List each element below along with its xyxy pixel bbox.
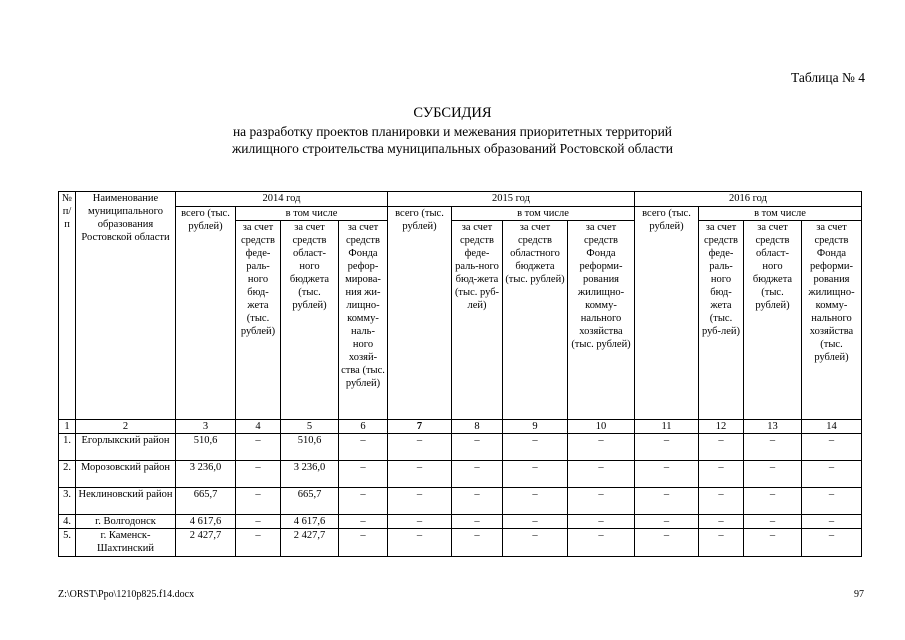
table-number-label: Таблица № 4 bbox=[791, 70, 865, 85]
header-row-subgroups bbox=[59, 207, 862, 221]
cell-total14: 4 617,6 bbox=[176, 515, 236, 529]
cell-total15: – bbox=[388, 434, 452, 461]
header-in-total-2015: в том числе bbox=[452, 207, 635, 221]
cell-fund14: – bbox=[339, 461, 388, 488]
cell-total15: – bbox=[388, 515, 452, 529]
header-year-2015: 2015 год bbox=[388, 192, 635, 207]
row-number: 3. bbox=[59, 488, 76, 515]
table-row bbox=[59, 529, 862, 557]
header-fund-2015: за счет средств Фонда реформи-рования жилищно-комму-нального хозяйства (тыс. рублей) bbox=[568, 221, 635, 420]
col-number: 8 bbox=[452, 420, 503, 434]
col-number: 6 bbox=[339, 420, 388, 434]
municipality-name: Морозовский район bbox=[76, 461, 176, 488]
cell-reg16: – bbox=[744, 488, 802, 515]
cell-fed16: – bbox=[699, 461, 744, 488]
header-total-2014: всего (тыс. рублей) bbox=[176, 207, 236, 420]
cell-fed15: – bbox=[452, 461, 503, 488]
cell-reg14: 510,6 bbox=[281, 434, 339, 461]
document-subtitle-line-1: на разработку проектов планировки и межевания приоритетных территорий bbox=[232, 124, 673, 139]
cell-fed14: – bbox=[236, 461, 281, 488]
cell-reg14: 3 236,0 bbox=[281, 461, 339, 488]
cell-fed15: – bbox=[452, 488, 503, 515]
col-number: 11 bbox=[635, 420, 699, 434]
document-title: СУБСИДИЯ bbox=[413, 105, 492, 121]
cell-reg15: – bbox=[503, 515, 568, 529]
cell-total14: 510,6 bbox=[176, 434, 236, 461]
cell-reg16: – bbox=[744, 461, 802, 488]
cell-fund14: – bbox=[339, 529, 388, 557]
cell-fed14: – bbox=[236, 529, 281, 557]
col-number: 5 bbox=[281, 420, 339, 434]
col-number: 4 bbox=[236, 420, 281, 434]
cell-fund14: – bbox=[339, 488, 388, 515]
municipality-name: Егорлыкский район bbox=[76, 434, 176, 461]
cell-total16: – bbox=[635, 488, 699, 515]
col-number: 3 bbox=[176, 420, 236, 434]
table-row bbox=[59, 434, 862, 461]
header-reg-2015: за счет средств областного бюджета (тыс. рублей) bbox=[503, 221, 568, 420]
cell-fund14: – bbox=[339, 434, 388, 461]
cell-fed16: – bbox=[699, 488, 744, 515]
cell-fund15: – bbox=[568, 515, 635, 529]
cell-total16: – bbox=[635, 461, 699, 488]
header-name: Наименование муниципального образования Ростовской области bbox=[76, 192, 176, 420]
table-body bbox=[59, 434, 862, 557]
col-number: 7 bbox=[388, 420, 452, 434]
header-fed-2014: за счет средств феде-раль-ного бюд-жета (тыс. рублей) bbox=[236, 221, 281, 420]
cell-total14: 2 427,7 bbox=[176, 529, 236, 557]
municipality-name: г. Волгодонск bbox=[76, 515, 176, 529]
header-fund-2016: за счет средств Фонда реформи-рования жилищно-комму-нального хозяйства (тыс. рублей) bbox=[802, 221, 862, 420]
header-total-2016: всего (тыс. рублей) bbox=[635, 207, 699, 420]
header-fund-2014: за счет средств Фонда рефор-мирова-ния жи-лищно-комму-наль-ного хозяй-ства (тыс. рублей) bbox=[339, 221, 388, 420]
cell-total14: 665,7 bbox=[176, 488, 236, 515]
header-no: № п/п bbox=[59, 192, 76, 420]
cell-fund16: – bbox=[802, 434, 862, 461]
subsidy-table bbox=[58, 191, 862, 557]
cell-fund15: – bbox=[568, 529, 635, 557]
cell-reg14: 2 427,7 bbox=[281, 529, 339, 557]
row-number: 2. bbox=[59, 461, 76, 488]
cell-reg15: – bbox=[503, 529, 568, 557]
cell-reg15: – bbox=[503, 461, 568, 488]
municipality-name: г. Каменск-Шахтинский bbox=[76, 529, 176, 557]
row-number: 4. bbox=[59, 515, 76, 529]
cell-total15: – bbox=[388, 529, 452, 557]
cell-fund16: – bbox=[802, 488, 862, 515]
cell-fed15: – bbox=[452, 434, 503, 461]
cell-reg14: 4 617,6 bbox=[281, 515, 339, 529]
row-number: 1. bbox=[59, 434, 76, 461]
cell-reg15: – bbox=[503, 434, 568, 461]
header-reg-2016: за счет средств област-ного бюджета (тыс. рублей) bbox=[744, 221, 802, 420]
cell-fed16: – bbox=[699, 515, 744, 529]
cell-total16: – bbox=[635, 515, 699, 529]
header-in-total-2016: в том числе bbox=[699, 207, 862, 221]
footer-file-path: Z:\ORST\Ppo\1210p825.f14.docx bbox=[58, 589, 195, 600]
col-number: 9 bbox=[503, 420, 568, 434]
header-fed-2015: за счет средств феде-раль-ного бюд-жета (тыс. руб-лей) bbox=[452, 221, 503, 420]
col-number: 1 bbox=[59, 420, 76, 434]
header-row-years bbox=[59, 192, 862, 207]
header-year-2014: 2014 год bbox=[176, 192, 388, 207]
header-total-2015: всего (тыс. рублей) bbox=[388, 207, 452, 420]
cell-reg16: – bbox=[744, 529, 802, 557]
cell-total16: – bbox=[635, 529, 699, 557]
cell-fed14: – bbox=[236, 488, 281, 515]
document-subtitle-line-2: жилищного строительства муниципальных образований Ростовской области bbox=[231, 141, 674, 156]
col-number: 13 bbox=[744, 420, 802, 434]
cell-total14: 3 236,0 bbox=[176, 461, 236, 488]
cell-fed15: – bbox=[452, 515, 503, 529]
header-reg-2014: за счет средств област-ного бюджета (тыс. рублей) bbox=[281, 221, 339, 420]
cell-reg16: – bbox=[744, 515, 802, 529]
cell-fund16: – bbox=[802, 515, 862, 529]
cell-reg14: 665,7 bbox=[281, 488, 339, 515]
col-number: 12 bbox=[699, 420, 744, 434]
cell-fed14: – bbox=[236, 515, 281, 529]
cell-reg15: – bbox=[503, 488, 568, 515]
cell-reg16: – bbox=[744, 434, 802, 461]
cell-fund15: – bbox=[568, 461, 635, 488]
cell-fed14: – bbox=[236, 434, 281, 461]
footer-page-number: 97 bbox=[854, 589, 864, 600]
header-fed-2016: за счет средств феде-раль-ного бюд-жета (тыс. руб-лей) bbox=[699, 221, 744, 420]
table-row bbox=[59, 515, 862, 529]
cell-fund14: – bbox=[339, 515, 388, 529]
header-year-2016: 2016 год bbox=[635, 192, 862, 207]
cell-fund16: – bbox=[802, 461, 862, 488]
table-row bbox=[59, 461, 862, 488]
municipality-name: Неклиновский район bbox=[76, 488, 176, 515]
cell-total15: – bbox=[388, 461, 452, 488]
cell-fed16: – bbox=[699, 434, 744, 461]
table-row bbox=[59, 488, 862, 515]
col-number: 14 bbox=[802, 420, 862, 434]
header-in-total-2014: в том числе bbox=[236, 207, 388, 221]
cell-fund15: – bbox=[568, 434, 635, 461]
cell-fed16: – bbox=[699, 529, 744, 557]
col-number: 10 bbox=[568, 420, 635, 434]
column-number-row bbox=[59, 420, 862, 434]
col-number: 2 bbox=[76, 420, 176, 434]
cell-total16: – bbox=[635, 434, 699, 461]
cell-fund15: – bbox=[568, 488, 635, 515]
cell-total15: – bbox=[388, 488, 452, 515]
row-number: 5. bbox=[59, 529, 76, 557]
cell-fund16: – bbox=[802, 529, 862, 557]
cell-fed15: – bbox=[452, 529, 503, 557]
